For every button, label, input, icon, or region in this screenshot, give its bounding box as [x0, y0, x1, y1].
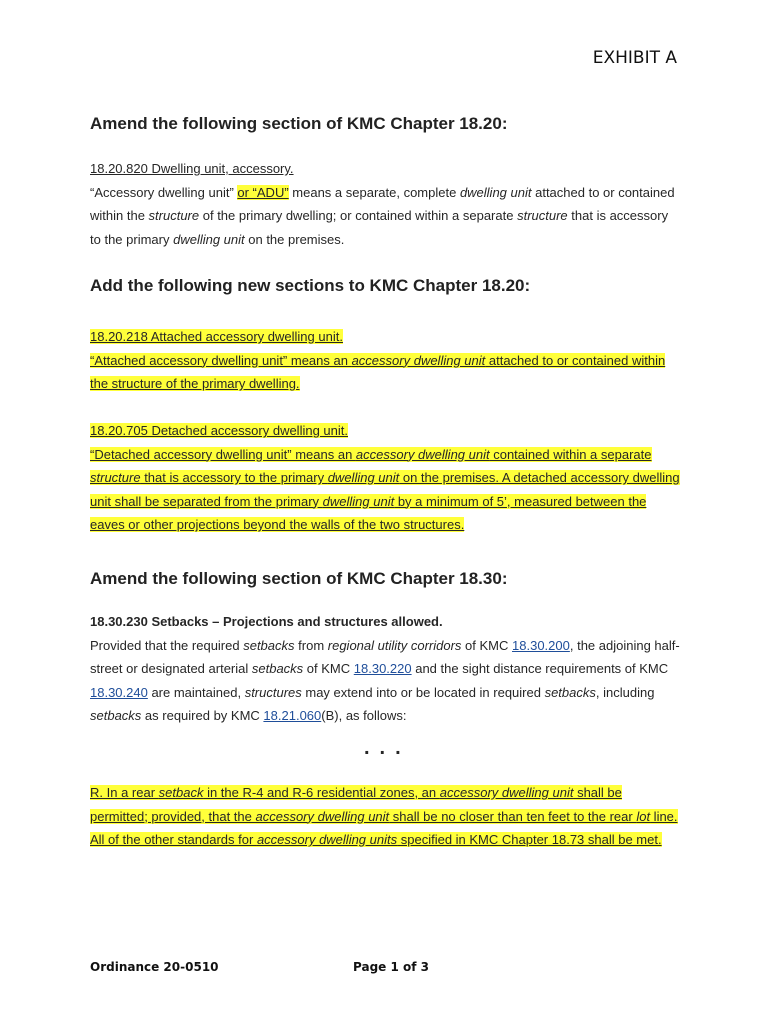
heading-add-18-20: Add the following new sections to KMC Chapter 18.20: [90, 276, 531, 295]
exhibit-label: EXHIBIT A [592, 48, 677, 68]
footer-ordinance: Ordinance 20-0510 [90, 960, 219, 974]
section-18-30-230 [90, 610, 680, 728]
section-body: “Detached accessory dwelling unit” means an accessory dwelling unit contained within a separate structure that is accessory to the primary dwelling unit on the premises. A detached accessory dwelling unit shall be separated from the primary dwelling unit by a minimum of 5’, measured between the eaves or other projections beyond the walls of the two structures. [90, 446, 680, 532]
subsection-r [90, 781, 680, 852]
section-title: 18.20.705 Detached accessory dwelling unit. [90, 423, 348, 438]
section-title: 18.20.218 Attached accessory dwelling unit. [90, 329, 343, 344]
section-body: “Accessory dwelling unit” or “ADU” means a separate, complete dwelling unit attached to or contained within the structure of the primary dwelling; or contained within a separate structure that is accessory to the primary dwelling unit on the premises. [90, 184, 675, 247]
section-title: 18.20.820 Dwelling unit, accessory. [90, 161, 294, 176]
ellipsis: ... [364, 737, 411, 759]
link-18-30-240[interactable]: 18.30.240 [90, 684, 148, 700]
heading-amend-18-30: Amend the following section of KMC Chapter 18.30: [90, 569, 508, 588]
heading-amend-18-20: Amend the following section of KMC Chapter 18.20: [90, 114, 508, 133]
section-18-20-705 [90, 419, 680, 537]
section-body: Provided that the required setbacks from regional utility corridors of KMC 18.30.200, the adjoining half-street or designated arterial setbacks of KMC 18.30.220 and the sight distance requirements of KMC 18.30.240 are maintained, structures may extend into or be located in required setbacks, including setbacks as required by KMC 18.21.060(B), as follows: [90, 637, 680, 723]
link-18-21-060[interactable]: 18.21.060 [263, 708, 322, 723]
link-18-30-200[interactable]: 18.30.200 [512, 637, 570, 653]
section-body: “Attached accessory dwelling unit” means an accessory dwelling unit attached to or contained within the structure of the primary dwelling. [90, 352, 666, 391]
footer-page-number: Page 1 of 3 [353, 960, 429, 974]
link-18-30-220[interactable]: 18.30.220 [353, 661, 412, 676]
section-18-20-218 [90, 325, 680, 396]
section-body: R. In a rear setback in the R-4 and R-6 residential zones, an accessory dwelling unit shall be permitted; provided, that the accessory dwelling unit shall be no closer than ten feet to the rear lot line. All of the other standards for accessory dwelling units specified in KMC Chapter 18.73 shall be met. [90, 785, 678, 847]
section-title: 18.30.230 Setbacks – Projections and structures allowed. [90, 614, 443, 629]
section-18-20-820 [90, 157, 680, 251]
